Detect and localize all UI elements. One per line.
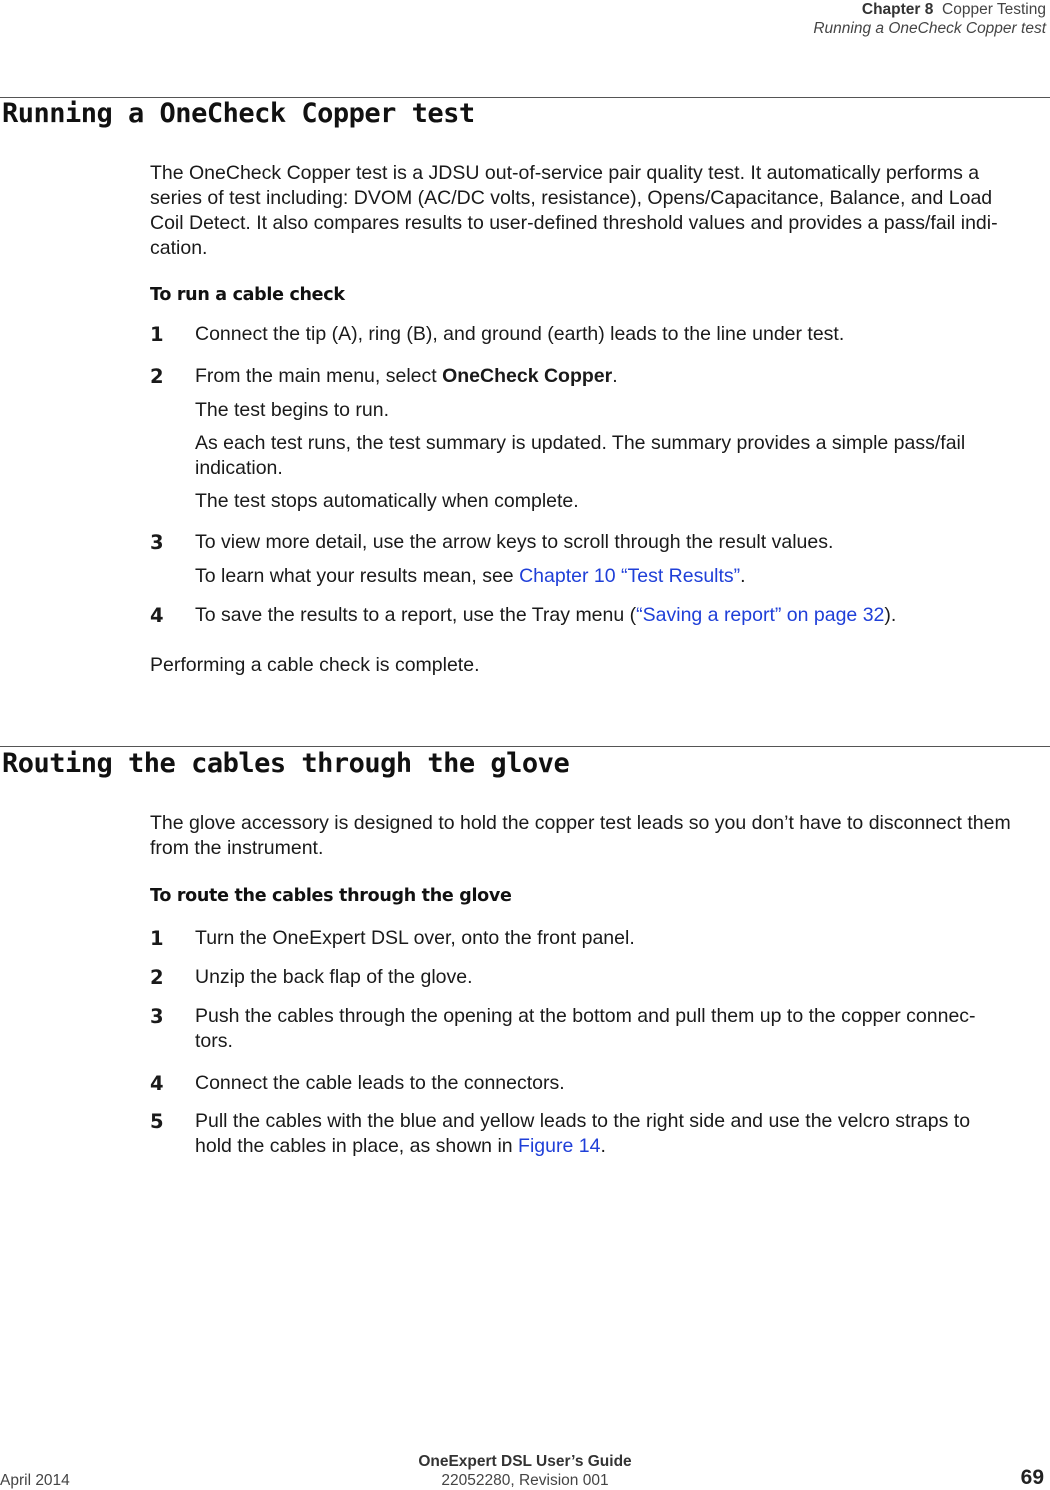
intro-line: The OneCheck Copper test is a JDSU out-of-service pair quality test. It automatically performs a — [150, 162, 980, 184]
footer-guide-title: OneExpert DSL User’s Guide — [418, 1453, 632, 1470]
step-note — [195, 431, 1048, 481]
step-number: 1 — [150, 927, 164, 950]
header-chapter-title: Copper Testing — [942, 1, 1046, 18]
step-note — [195, 564, 1048, 589]
step-note-line: As each test runs, the test summary is updated. The summary provides a simple pass/fail — [195, 432, 966, 454]
figure-link[interactable]: Figure 14 — [518, 1135, 601, 1157]
header-chapter-line — [813, 0, 1046, 19]
step-number: 5 — [150, 1110, 164, 1133]
intro-line: from the instrument. — [150, 837, 324, 859]
running-header — [813, 0, 1046, 38]
step-note-part: To learn what your results mean, see — [195, 565, 520, 587]
step-note: The test begins to run. — [195, 399, 390, 421]
step-text-line — [195, 1134, 1048, 1159]
step-number: 4 — [150, 604, 164, 627]
step-text-line: tors. — [195, 1030, 233, 1052]
step-text — [195, 603, 1048, 628]
step-note: The test stops automatically when complete. — [195, 490, 579, 512]
header-chapter-label: Chapter 8 — [861, 1, 934, 18]
procedure-title: To route the cables through the glove — [150, 886, 512, 906]
step-text: Connect the cable leads to the connectors. — [195, 1072, 565, 1094]
step-text-part: hold the cables in place, as shown in — [195, 1135, 519, 1157]
step-text-part: ). — [884, 604, 897, 626]
header-section-title: Running a OneCheck Copper test — [813, 20, 1046, 37]
intro-line: cation. — [150, 237, 208, 259]
footer-center — [0, 1452, 1050, 1490]
intro-line: Coil Detect. It also compares results to user-defined threshold values and provides a pass/fail indi- — [150, 212, 998, 234]
step-text-part: From the main menu, select — [195, 365, 443, 387]
step-text: Connect the tip (A), ring (B), and ground (earth) leads to the line under test. — [195, 323, 845, 345]
step-text — [195, 1004, 1048, 1054]
intro-line: The glove accessory is designed to hold the copper test leads so you don’t have to disconnect them — [150, 812, 1011, 834]
step-number: 1 — [150, 323, 164, 346]
footer-doc-number: 22052280, Revision 001 — [441, 1472, 609, 1489]
step-text-part: . — [612, 365, 618, 387]
step-note-part: . — [740, 565, 746, 587]
intro-line: series of test including: DVOM (AC/DC volts, resistance), Opens/Capacitance, Balance, and Load — [150, 187, 993, 209]
page-reference-link[interactable]: “Saving a report” on page 32 — [636, 604, 885, 626]
step-number: 3 — [150, 1005, 164, 1028]
closing-paragraph: Performing a cable check is complete. — [150, 654, 480, 676]
section-heading: Routing the cables through the glove — [2, 748, 570, 779]
step-text: Turn the OneExpert DSL over, onto the front panel. — [195, 927, 635, 949]
procedure-title: To run a cable check — [150, 285, 345, 305]
section-heading: Running a OneCheck Copper test — [2, 98, 475, 129]
step-number: 4 — [150, 1072, 164, 1095]
step-text-part: To save the results to a report, use the Tray menu ( — [195, 604, 637, 626]
step-text: To view more detail, use the arrow keys to scroll through the result values. — [195, 531, 834, 553]
step-number: 2 — [150, 966, 164, 989]
step-text — [195, 364, 1048, 389]
step-note-line: indication. — [195, 457, 283, 479]
step-text-line: Pull the cables with the blue and yellow leads to the right side and use the velcro straps to — [195, 1110, 971, 1132]
intro-paragraph — [150, 161, 1048, 261]
page-number: 69 — [1020, 1466, 1044, 1489]
section-divider — [0, 746, 1050, 747]
menu-item-reference: OneCheck Copper — [442, 365, 613, 387]
footer-date: April 2014 — [0, 1472, 70, 1489]
step-number: 2 — [150, 365, 164, 388]
chapter-link[interactable]: Chapter 10 “Test Results” — [519, 565, 741, 587]
step-number: 3 — [150, 531, 164, 554]
intro-paragraph — [150, 811, 1048, 861]
step-text-line: Push the cables through the opening at the bottom and pull them up to the copper connec- — [195, 1005, 976, 1027]
step-text — [195, 1109, 1048, 1159]
step-text-part: . — [600, 1135, 606, 1157]
step-text: Unzip the back flap of the glove. — [195, 966, 473, 988]
